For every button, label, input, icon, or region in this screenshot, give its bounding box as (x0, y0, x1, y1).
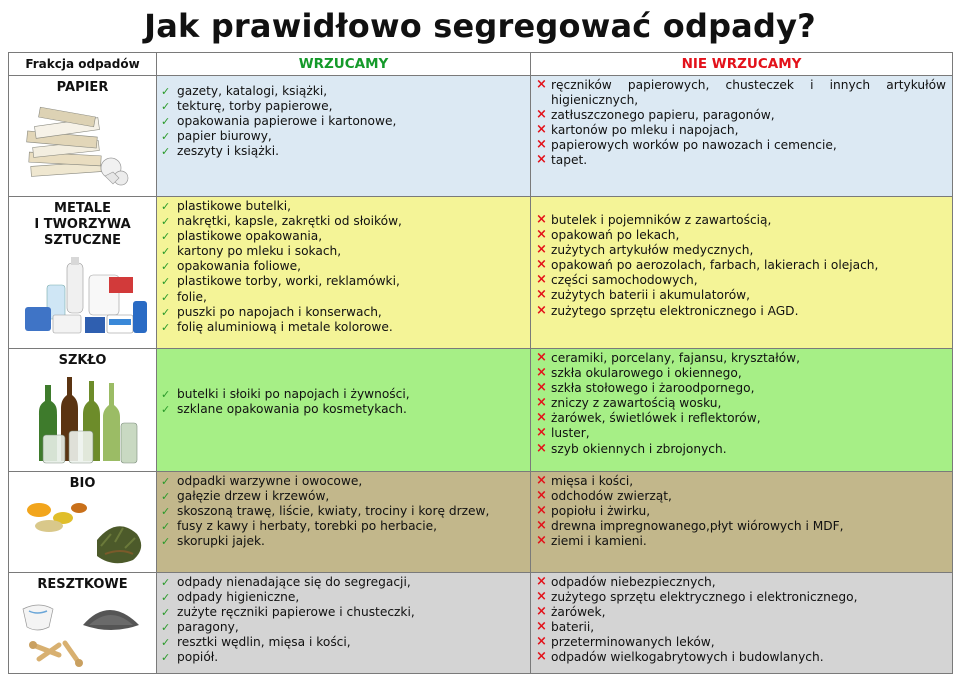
nie-wrzucamy-list (531, 472, 952, 549)
nie-wrzucamy-cell-metale (531, 197, 953, 349)
row-papier (9, 76, 953, 197)
nie-wrzucamy-cell-bio (531, 472, 953, 573)
list-item: ✓ odpady nienadające się do segregacji, (177, 575, 524, 590)
list-item: × szkła stołowego i żaroodpornego, (551, 381, 946, 396)
list-item: × zużytych artykułów medycznych, (551, 243, 946, 258)
list-item: ✓ popiół. (177, 650, 524, 665)
list-item: × szyb okiennych i zbrojonych. (551, 442, 946, 457)
category-label: RESZTKOWE (37, 577, 128, 592)
list-item: × opakowań po aerozolach, farbach, lakierach i olejach, (551, 258, 946, 273)
list-item: × części samochodowych, (551, 273, 946, 288)
row-resztkowe (9, 573, 953, 674)
header-fraction: Frakcja odpadów (9, 53, 157, 76)
nie-wrzucamy-cell-resztkowe (531, 573, 953, 674)
wrzucamy-cell-papier (157, 76, 531, 197)
list-item: ✓ puszki po napojach i konserwach, (177, 305, 524, 320)
list-item: ✓ opakowania foliowe, (177, 259, 524, 274)
category-label: PAPIER (56, 80, 109, 95)
list-item: ✓ paragony, (177, 620, 524, 635)
list-item: ✓ butelki i słoiki po napojach i żywności, (177, 387, 524, 402)
nie-wrzucamy-list (531, 197, 952, 319)
list-item: ✓ zużyte ręczniki papierowe i chusteczki, (177, 605, 524, 620)
category-label: METALE I TWORZYWA SZTUCZNE (34, 201, 131, 248)
list-item: × szkła okularowego i okiennego, (551, 366, 946, 381)
list-item: × drewna impregnowanego,płyt wiórowych i MDF, (551, 519, 946, 534)
list-item: ✓ gazety, katalogi, książki, (177, 84, 524, 99)
list-item: ✓ plastikowe butelki, (177, 199, 524, 214)
list-item: × odpadów wielkogabrytowych i budowlanych. (551, 650, 946, 665)
list-item: × opakowań po lekach, (551, 228, 946, 243)
list-item: × zniczy z zawartością wosku, (551, 396, 946, 411)
header-row (9, 53, 953, 76)
nie-wrzucamy-list (531, 76, 952, 169)
list-item: × zużytego sprzętu elektrycznego i elektronicznego, (551, 590, 946, 605)
page-title: Jak prawidłowo segregować odpady? (144, 7, 816, 45)
organic-waste-image (9, 494, 155, 570)
plastic-bottles-image (9, 255, 155, 345)
header-nie-wrzucamy: NIE WRZUCAMY (531, 53, 953, 76)
list-item: × odchodów zwierząt, (551, 489, 946, 504)
mixed-waste-image (9, 595, 155, 671)
list-item: ✓ odpady higieniczne, (177, 590, 524, 605)
list-item: ✓ resztki wędlin, mięsa i kości, (177, 635, 524, 650)
list-item: ✓ zeszyty i książki. (177, 144, 524, 159)
nie-wrzucamy-cell-papier (531, 76, 953, 197)
nie-wrzucamy-list (531, 573, 952, 666)
list-item: × popiołu i żwirku, (551, 504, 946, 519)
list-item: × papierowych worków po nawozach i cemencie, (551, 138, 946, 153)
list-item: × luster, (551, 426, 946, 441)
list-item: ✓ folię aluminiową i metale kolorowe. (177, 320, 524, 335)
list-item: ✓ skorupki jajek. (177, 534, 524, 549)
list-item: ✓ odpadki warzywne i owocowe, (177, 474, 524, 489)
wrzucamy-list (157, 472, 530, 549)
wrzucamy-cell-szklo (157, 349, 531, 472)
wrzucamy-cell-metale (157, 197, 531, 349)
nie-wrzucamy-cell-szklo (531, 349, 953, 472)
row-szklo (9, 349, 953, 472)
list-item: × mięsa i kości, (551, 474, 946, 489)
wrzucamy-cell-resztkowe (157, 573, 531, 674)
list-item: ✓ nakrętki, kapsle, zakrętki od słoików, (177, 214, 524, 229)
category-cell-metale (9, 197, 157, 349)
list-item: ✓ papier biurowy, (177, 129, 524, 144)
list-item: × żarówek, świetlówek i reflektorów, (551, 411, 946, 426)
wrzucamy-list (157, 197, 530, 335)
wrzucamy-list (157, 349, 530, 417)
list-item: ✓ plastikowe torby, worki, reklamówki, (177, 274, 524, 289)
waste-sorting-table (8, 52, 953, 674)
list-item: ✓ gałęzie drzew i krzewów, (177, 489, 524, 504)
list-item: × zużytego sprzętu elektronicznego i AGD. (551, 304, 946, 319)
list-item: ✓ kartony po mleku i sokach, (177, 244, 524, 259)
list-item: × butelek i pojemników z zawartością, (551, 213, 946, 228)
list-item: × przeterminowanych leków, (551, 635, 946, 650)
category-label: SZKŁO (58, 353, 107, 368)
glass-bottles-image (9, 373, 155, 469)
list-item: × ceramiki, porcelany, fajansu, kryształów, (551, 351, 946, 366)
list-item: × żarówek, (551, 605, 946, 620)
list-item: × zużytych baterii i akumulatorów, (551, 288, 946, 303)
list-item: × tapet. (551, 153, 946, 168)
list-item: ✓ szklane opakowania po kosmetykach. (177, 402, 524, 417)
category-cell-szklo (9, 349, 157, 472)
category-cell-bio (9, 472, 157, 573)
row-metale (9, 197, 953, 349)
wrzucamy-list (157, 76, 530, 159)
wrzucamy-cell-bio (157, 472, 531, 573)
wrzucamy-list (157, 573, 530, 666)
list-item: × zatłuszczonego papieru, paragonów, (551, 108, 946, 123)
list-item: × odpadów niebezpiecznych, (551, 575, 946, 590)
category-cell-papier (9, 76, 157, 197)
row-bio (9, 472, 953, 573)
list-item: ✓ skoszoną trawę, liście, kwiaty, trociny i korę drzew, (177, 504, 524, 519)
list-item: × ziemi i kamieni. (551, 534, 946, 549)
category-label: BIO (69, 476, 96, 491)
nie-wrzucamy-list (531, 349, 952, 457)
list-item: × kartonów po mleku i napojach, (551, 123, 946, 138)
list-item: ✓ opakowania papierowe i kartonowe, (177, 114, 524, 129)
category-cell-resztkowe (9, 573, 157, 674)
list-item: × baterii, (551, 620, 946, 635)
list-item: ✓ tekturę, torby papierowe, (177, 99, 524, 114)
paper-stack-image (9, 100, 155, 194)
list-item: ✓ folie, (177, 290, 524, 305)
list-item: × ręczników papierowych, chusteczek i innych artykułów higienicznych, (551, 78, 946, 108)
list-item: ✓ fusy z kawy i herbaty, torebki po herbacie, (177, 519, 524, 534)
list-item: ✓ plastikowe opakowania, (177, 229, 524, 244)
header-wrzucamy: WRZUCAMY (157, 53, 531, 76)
